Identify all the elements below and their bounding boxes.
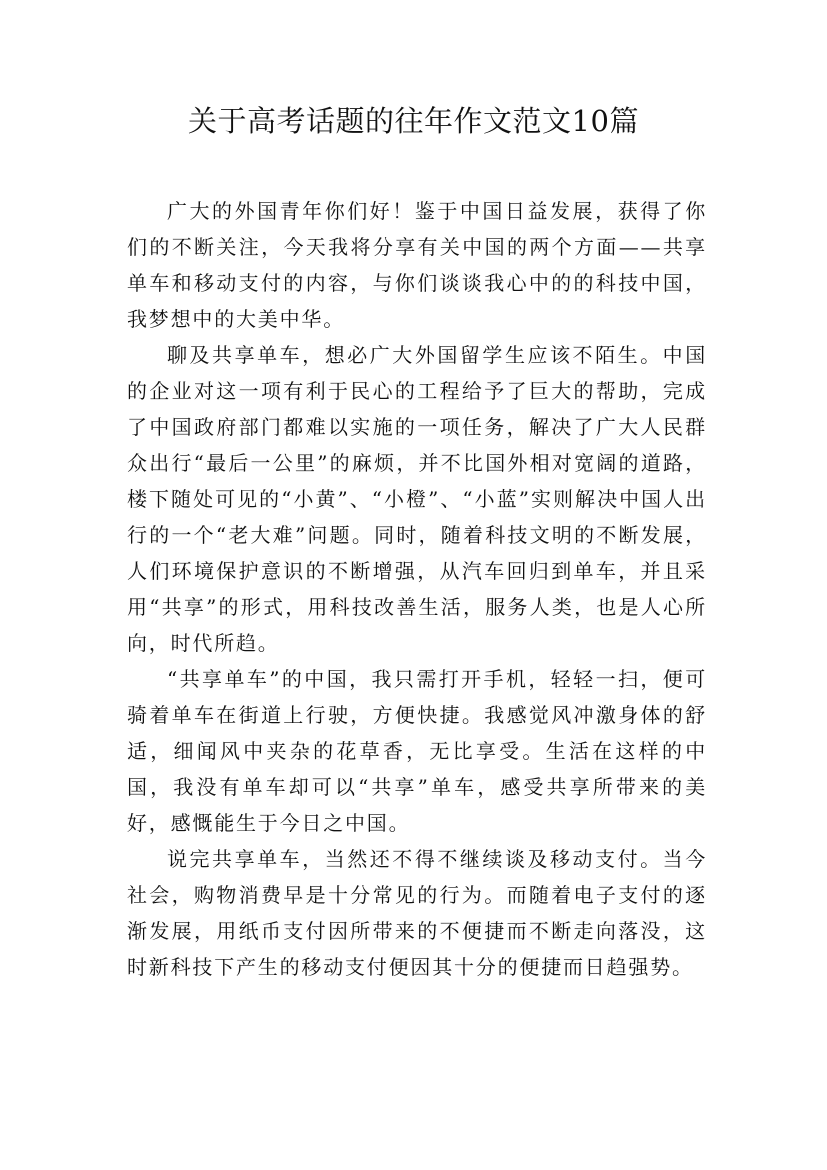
paragraph-3: “共享单车”的中国，我只需打开手机，轻轻一扫，便可骑着单车在街道上行驶，方便快捷。我感觉风冲激身体的舒适，细闻风中夹杂的花草香，无比享受。生活在这样的中国，我没有单车却可以“共享”单车，感受共享所带来的美好，感慨能生于今日之中国。 — [127, 667, 707, 835]
document-body — [127, 193, 707, 985]
paragraph-2: 聊及共享单车，想必广大外国留学生应该不陌生。中国的企业对这一项有利于民心的工程给予了巨大的帮助，完成了中国政府部门都难以实施的一项任务，解决了广大人民群众出行“最后一公里”的麻烦，并不比国外相对宽阔的道路，楼下随处可见的“小黄”、“小橙”、“小蓝”实则解决中国人出行的一个“老大难”问题。同时，随着科技文明的不断发展，人们环境保护意识的不断增强，从汽车回归到单车，并且采用“共享”的形式，用科技改善生活，服务人类，也是人心所向，时代所趋。 — [127, 343, 707, 655]
paragraph-1: 广大的外国青年你们好！鉴于中国日益发展，获得了你们的不断关注，今天我将分享有关中国的两个方面——共享单车和移动支付的内容，与你们谈谈我心中的的科技中国，我梦想中的大美中华。 — [127, 199, 707, 331]
document-title: 关于高考话题的往年作文范文10篇 — [188, 104, 639, 138]
paragraph-4: 说完共享单车，当然还不得不继续谈及移动支付。当今社会，购物消费早是十分常见的行为。而随着电子支付的逐渐发展，用纸币支付因所带来的不便捷而不断走向落没，这时新科技下产生的移动支付便因其十分的便捷而日趋强势。 — [127, 847, 707, 979]
